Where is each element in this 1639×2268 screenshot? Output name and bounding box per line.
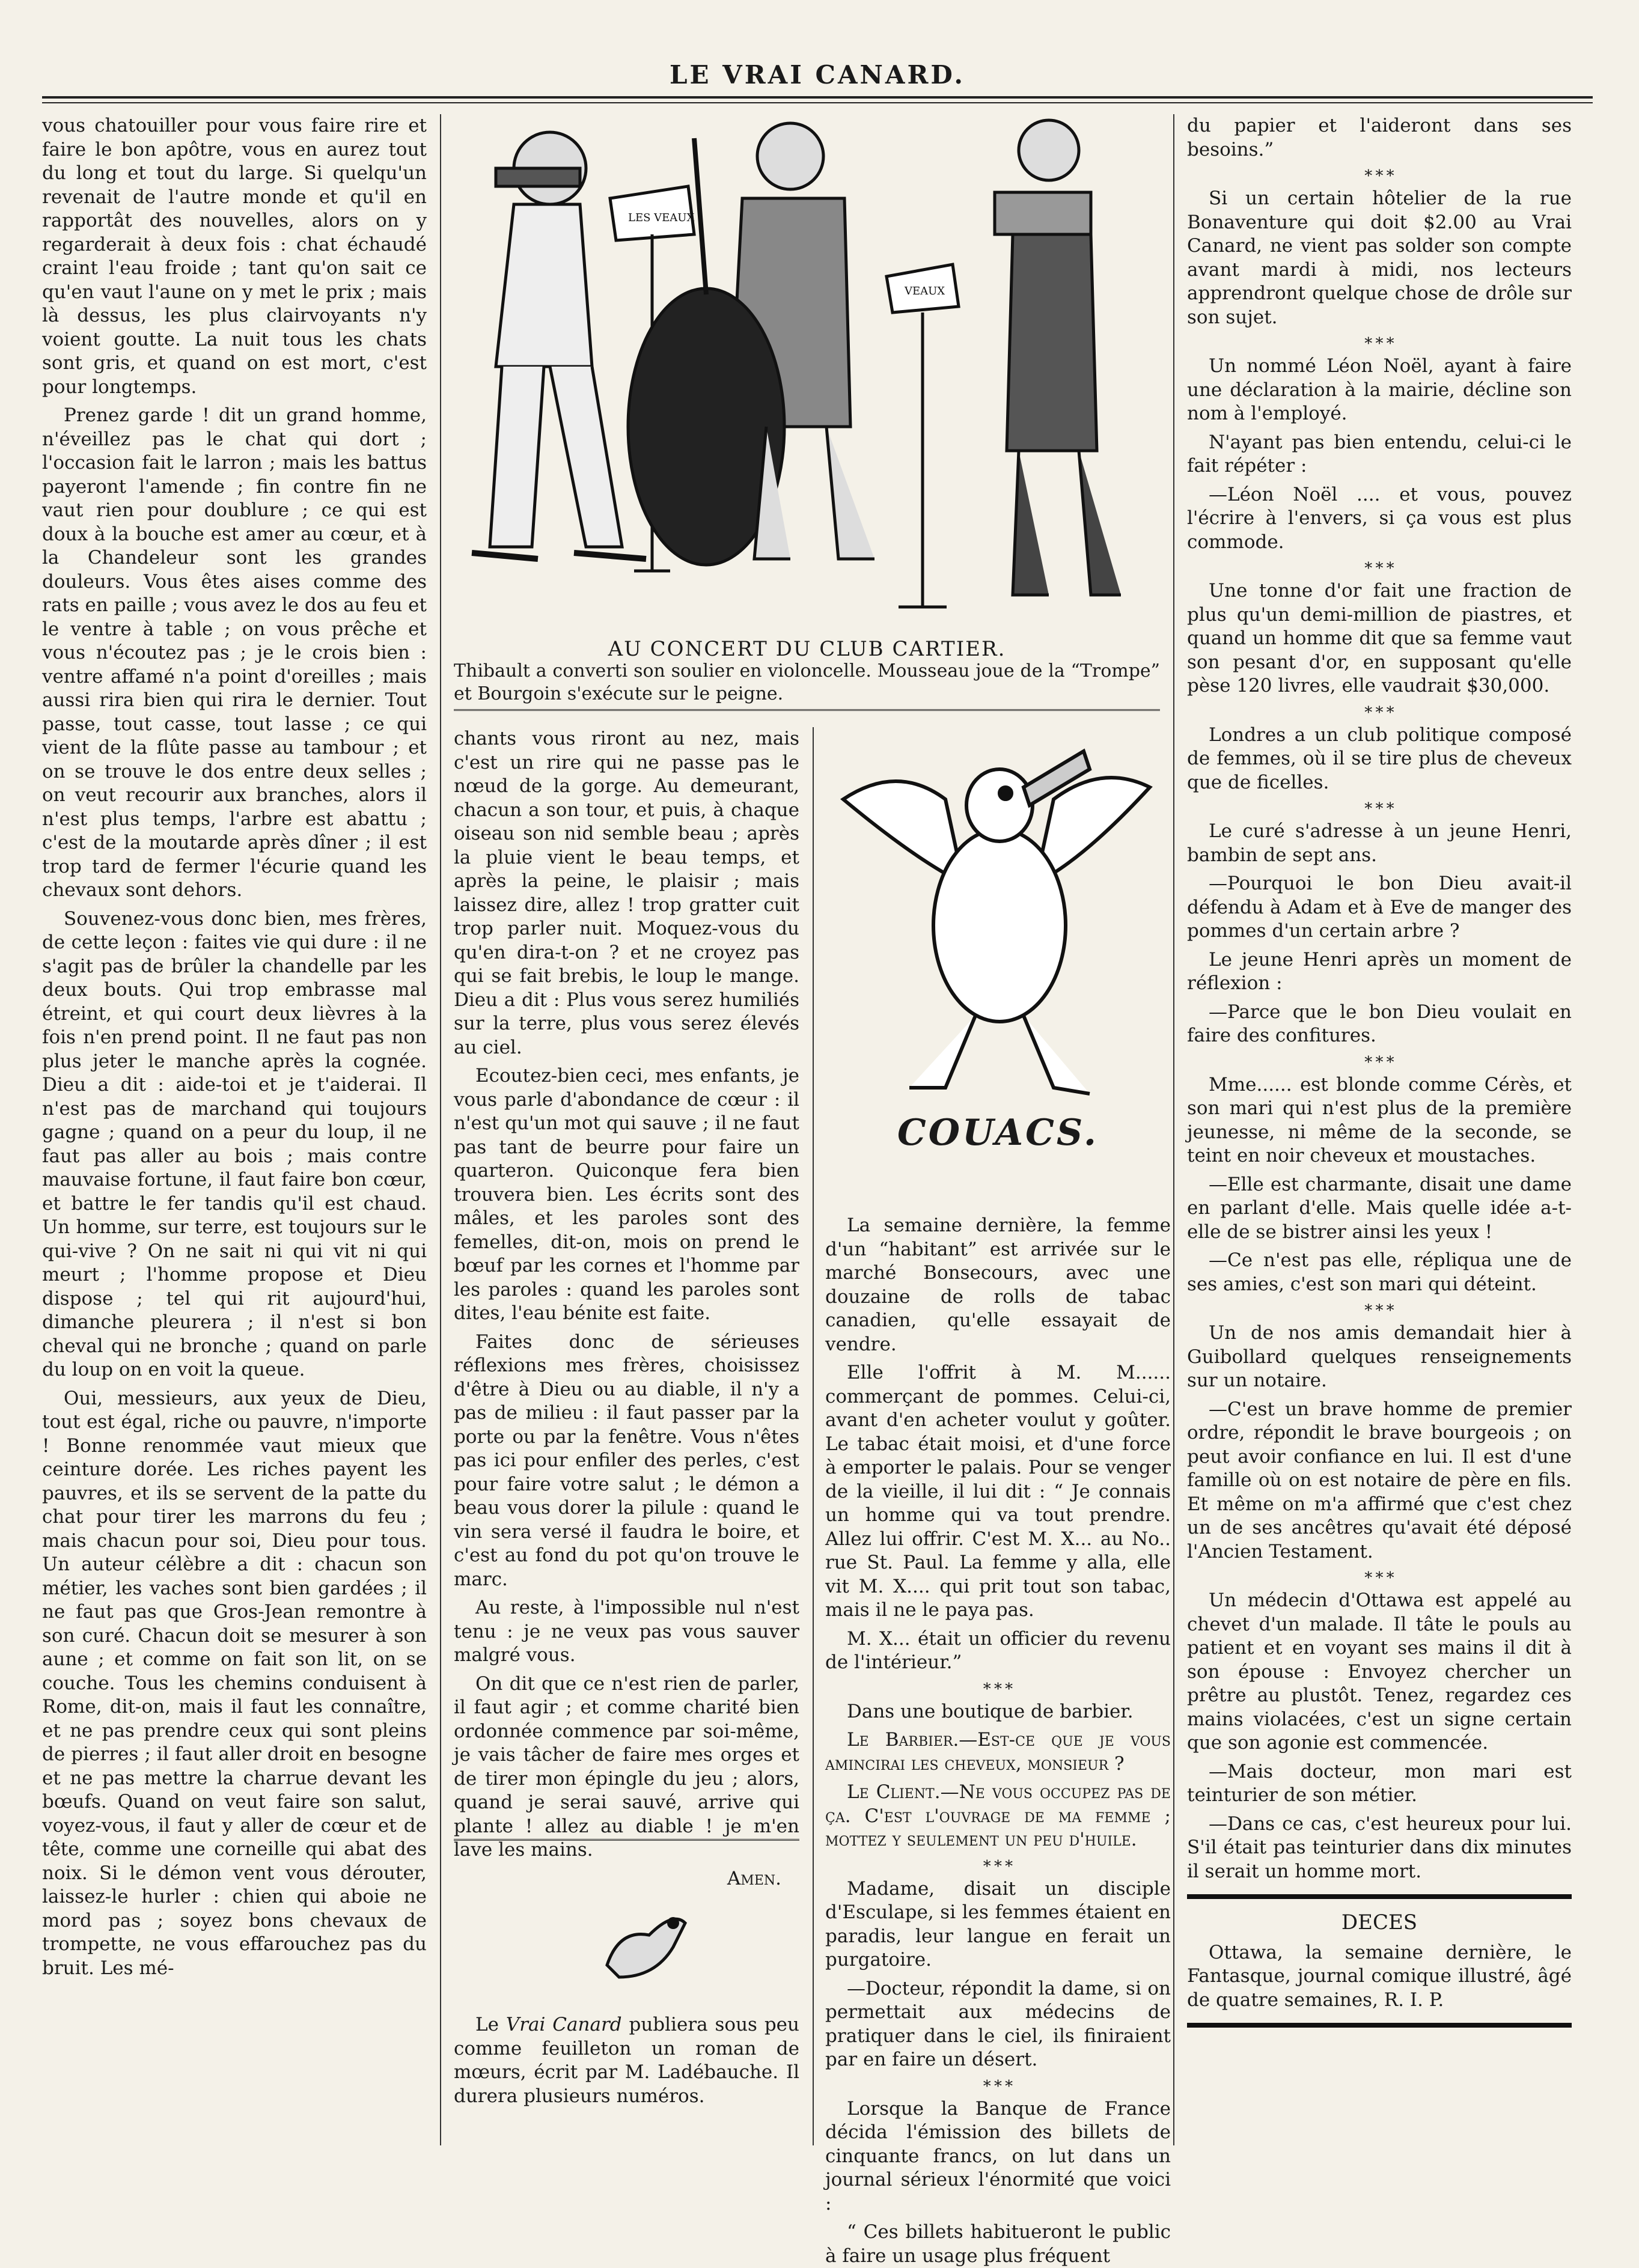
deces-rule [1187, 2023, 1572, 2028]
paragraph: Londres a un club politique composé de femmes, où il se tire plus de cheveux que de ficelles. [1187, 724, 1572, 793]
paragraph: Au reste, à l'impossible nul n'est tenu : je ne veux pas vous sauver malgré vous. [454, 1597, 799, 1666]
announcement [454, 2013, 799, 2145]
column-3 [825, 1214, 1171, 2267]
deces-text: Ottawa, la semaine dernière, le Fantasque, journal comique illustré, âgé de quatre semaines, R. I. P. [1187, 1941, 1572, 2011]
duck-logo-icon [583, 1875, 703, 1995]
separator-stars: * * * [1364, 1302, 1394, 1320]
sign-right: VEAUX [905, 285, 945, 297]
paragraph: vous chatouiller pour vous faire rire et faire le bon apôtre, vous en aurez tout du long et tout du large. Si quelqu'un revenait de l'autre monde et qu'il en rapportât des nouvelles, alors on y regarderait à deux fois : chat échaudé craint l'eau froide ; tant qu'on sait ce qu'en vaut l'aune on y met le prix ; mais là dessus, les plus clairvoyants n'y voient goutte. La nuit tous les chats sont gris, et quand on est mort, c'est pour longtemps. [42, 115, 427, 398]
separator-stars: * * * [983, 1680, 1013, 1698]
separator-stars: * * * [1364, 1053, 1394, 1072]
section-rule [454, 709, 1160, 711]
paragraph: Faites donc de sérieuses réflexions mes frères, choisissez d'être à Dieu ou au diable, il n'y a pas de milieu : il faut passer par la porte ou par la fenêtre. Vous n'êtes pas ici pour enfiler des perles, c'est pour faire votre salut ; le démon a beau vous dorer la pilule : quand le vin sera versé il faudra le boire, et c'est au fond du pot qu'on trouve le marc. [454, 1331, 799, 1590]
separator-stars: * * * [983, 2077, 1013, 2096]
masthead: LE VRAI CANARD. [670, 60, 965, 90]
paragraph: Madame, disait un disciple d'Esculape, si les femmes étaient en paradis, leur langue en ferait un purgatoire. [825, 1877, 1171, 1971]
paragraph: —C'est un brave homme de premier ordre, répondit le brave bourgeois ; on peut avoir confiance en lui. Il est d'une famille où on est notaire de père en fils. Et même on m'a affirmé que c'est chez un de ses ancêtres qu'avait été déposé l'Ancien Testament. [1187, 1398, 1572, 1562]
section-rule [454, 1839, 799, 1841]
paragraph: —Ce n'est pas elle, répliqua une de ses amies, c'est son mari qui déteint. [1187, 1249, 1572, 1295]
column-1 [42, 114, 427, 2145]
paragraph: —Léon Noël .... et vous, pouvez l'écrire à l'envers, si ça vous est plus commode. [1187, 483, 1572, 553]
paragraph: Une tonne d'or fait une fraction de plus qu'un demi-million de piastres, et quand un homme dit que sa femme vaut son pesant d'or, en supposant qu'elle pèse 120 livres, elle vaudrait $30,000. [1187, 580, 1572, 697]
separator-stars: * * * [983, 1857, 1013, 1876]
separator-stars: * * * [1364, 703, 1394, 722]
column-divider [813, 727, 814, 2145]
paragraph: —Dans ce cas, c'est heureux pour lui. S'il était pas teinturier dans dix minutes il serait un homme mort. [1187, 1812, 1572, 1882]
paragraph: Le jeune Henri après un moment de réflexion : [1187, 948, 1572, 994]
paragraph: Le Client.—Ne vous occupez pas de ça. C'est l'ouvrage de ma femme ; mottez y seulement un peu d'huile. [825, 1781, 1171, 1850]
paragraph: On dit que ce n'est rien de parler, il faut agir ; et comme charité bien ordonnée commence par soi-même, je vais tâcher de faire mes orges et de tirer mon épingle du jeu ; alors, quand je serai sauvé, arrive qui plante ! allez au diable ! je m'en lave les mains. [454, 1672, 799, 1861]
paragraph: Prenez garde ! dit un grand homme, n'éveillez pas le chat qui dort ; l'occasion fait le larron ; mais les battus payeront l'amende ; fin contre fin ne vaut rien pour doublure ; ce qui est doux à la bouche est amer au cœur, et à la Chandeleur sont les grandes douleurs. Vous êtes aises comme des rats en paille ; vous avez le dos au feu et le ventre à table ; on vous prêche et vous n'écoutez pas ; je le crois bien : ventre affamé n'a point d'oreilles ; mais aussi rira bien qui rira le dernier. Tout passe, tout casse, tout lasse ; ce qui vient de la flûte passe au tambour ; et on se trouve le dos entre deux selles ; on veut recourir aux branches, alors il n'est plus temps, l'arbre est abattu ; c'est de la moutarde après dîner ; il est trop tard de fermer l'écurie quand les chevaux sont dehors. [42, 404, 427, 901]
paragraph: —Pourquoi le bon Dieu avait-il défendu à Adam et à Eve de manger des pommes d'un certain arbre ? [1187, 873, 1572, 942]
separator-stars: * * * [1364, 800, 1394, 818]
column-2 [454, 727, 799, 1889]
paragraph: Un nommé Léon Noël, ayant à faire une déclaration à la mairie, décline son nom à l'employé. [1187, 355, 1572, 424]
deces-heading: DECES [1341, 1910, 1418, 1934]
cartoon-caption-text: Thibault a converti son soulier en violoncelle. Mousseau joue de la “Trompe” et Bourgoin s'exécute sur le peigne. [454, 660, 1160, 704]
deces-rule [1187, 1894, 1572, 1899]
cartoon-caption-title: AU CONCERT DU CLUB CARTIER. [608, 637, 1006, 661]
separator-stars: * * * [1364, 335, 1394, 353]
paper-name: Vrai Canard [505, 2014, 622, 2035]
paragraph: Elle l'offrit à M. M...... commerçant de pommes. Celui-ci, avant d'en acheter voulut y goûter. Le tabac était moisi, et d'une force à emporter le palais. Pour se venger de la vieille, il lui dit : “ Je connais un homme qui va tout prendre. Allez lui offrir. C'est M. X... au No.. rue St. Paul. La femme y alla, elle vit M. X.... qui prit tout son tabac, mais il ne le paya pas. [825, 1362, 1171, 1621]
paragraph: “ Ces billets habitueront le public à faire un usage plus fréquent [825, 2221, 1171, 2267]
paragraph: Un médecin d'Ottawa est appelé au chevet d'un malade. Il tâte le pouls au patient et en voyant ses mains il dit à son épouse : Envoyez chercher un prêtre au plustôt. Tenez, regardez ces mains violacées, c'est un signe certain que son agonie est commencée. [1187, 1590, 1572, 1754]
paragraph: M. X... était un officier du revenu de l'intérieur.” [825, 1627, 1171, 1673]
separator-stars: * * * [1364, 1569, 1394, 1587]
paragraph: —Elle est charmante, disait une dame en parlant d'elle. Mais quelle idée a-t-elle de se bistrer ainsi les yeux ! [1187, 1173, 1572, 1243]
announcement-text [454, 2013, 799, 2108]
cartoon-illustration [454, 114, 1160, 637]
separator-stars: * * * [1364, 167, 1394, 185]
paragraph: Mme...... est blonde comme Cérès, et son mari qui n'est plus de la première jeunesse, ni même de la seconde, se teint en noir cheveux et moustaches. [1187, 1073, 1572, 1166]
column-divider [440, 114, 441, 2145]
paragraph: Dans une boutique de barbier. [847, 1700, 1134, 1722]
newspaper-page [42, 24, 1593, 2267]
paragraph: chants vous riront au nez, mais c'est un rire qui ne passe pas le nœud de la gorge. Au demeurant, chacun a son tour, et puis, à chaque oiseau son nid semble beau ; après la pluie vient le beau temps, et après la peine, le plaisir ; mais laissez dire, allez ! trop gratter cuit trop parler nuit. Moquez-vous du qu'en dira-t-on ? et ne croyez pas qui se fait brebis, le loup le mange. Dieu a dit : Plus vous serez humiliés sur la terre, plus vous serez élevés au ciel. [454, 728, 799, 1058]
paragraph: du papier et l'aideront dans ses besoins.” [1187, 115, 1572, 160]
paragraph: Souvenez-vous donc bien, mes frères, de cette leçon : faites vie qui dure : il ne s'agit pas de brûler la chandelle par les deux bouts. Qui trop embrasse mal étreint, et qui court deux lièvres à la fois n'en prend point. Il ne faut pas non plus jeter le manche après la cognée. Dieu a dit : aide-toi et je t'aiderai. Il n'est pas de marchand qui toujours gagne ; quand on a peur du loup, il ne faut pas aller au bois ; mais contre mauvaise fortune, il faut faire bon cœur, et battre le fer tandis qu'il est chaud. Un homme, sur terre, est toujours sur le qui-vive ? On ne sait ni qui vit ni qui meurt ; l'homme propose et Dieu dispose ; tel qui rit aujourd'hui, dimanche pleurera ; il n'est si bon cheval qui ne bronche ; quand on parle du loup on en voit la queue. [42, 907, 427, 1380]
paragraph: La semaine dernière, la femme d'un “habitant” est arrivée sur le marché Bonsecours, avec une douzaine de rolls de tabac canadien, qu'elle essayait de vendre. [825, 1215, 1171, 1355]
column-divider [1173, 114, 1174, 2145]
separator-stars: * * * [1364, 559, 1394, 578]
paragraph: Le Barbier.—Est-ce que je vous amincirai les cheveux, monsieur ? [825, 1729, 1171, 1775]
paragraph: Oui, messieurs, aux yeux de Dieu, tout est égal, riche ou pauvre, n'importe ! Bonne renommée vaut mieux que ceinture dorée. Les riches payent les pauvres, et ils se servent de la patte du chat pour tirer les marrons du feu ; mais chacun pour soi, Dieu pour tous. Un auteur célèbre a dit : chacun son métier, les vaches sont bien gardées ; il ne faut pas que Gros-Jean remontre à son curé. Chacun doit se mesurer à son aune ; et comme on fait son lit, on se couche. Tous les chemins conduisent à Rome, dit-on, mais il faut les connaître, et ne pas prendre ceux qui sont pleins de pierres ; il faut aller droit en besogne et ne pas mettre la charrue devant les bœufs. Quand on veut faire son salut, voyez-vous, il faut y aller de cœur et de tête, comme une corneille qui abat des noix. Si le démon vent vous dérouter, laissez-le hurler : chien qui aboie ne mord pas ; soyez bons chevaux de trompette, ne vous effarouchez pas du bruit. Les mé- [42, 1387, 427, 1979]
announcement-prefix: Le [475, 2014, 506, 2035]
couacs-heading: COUACS. [897, 1112, 1099, 1154]
duck-illustration [825, 727, 1171, 1112]
paragraph: Ecoutez-bien ceci, mes enfants, je vous parle d'abondance de cœur : il n'est qu'un mot qui sauve ; il ne faut pas tant de beurre pour faire un quarteron. Quiconque fera bien trouvera bien. Les écrits sont des mâles, et les paroles sont des femelles, dit-on, mois on prend le bœuf par les cornes et l'homme par les paroles : quand les paroles sont dites, l'eau bénite est faite. [454, 1065, 799, 1324]
paragraph: —Parce que le bon Dieu voulait en faire des confitures. [1187, 1001, 1572, 1046]
announcement-body: publiera sous peu comme feuilleton un roman de mœurs, écrit par M. Ladébauche. Il durera plusieurs numéros. [454, 2014, 799, 2107]
paragraph: —Mais docteur, mon mari est teinturier de son métier. [1187, 1760, 1572, 1806]
paragraph: Si un certain hôtelier de la rue Bonaventure qui doit $2.00 au Vrai Canard, ne vient pas solder son compte avant mardi à midi, nos lecteurs apprendront quelque chose de drôle sur son sujet. [1187, 187, 1572, 328]
column-4 [1187, 114, 1572, 2145]
masthead-rule [42, 96, 1593, 99]
masthead-rule-thin [42, 102, 1593, 103]
sign-left: LES VEAUX [628, 212, 695, 224]
paragraph: Lorsque la Banque de France décida l'émission des billets de cinquante francs, on lut dans un journal sérieux l'énormité que voici : [825, 2097, 1171, 2215]
paragraph: Le curé s'adresse à un jeune Henri, bambin de sept ans. [1187, 820, 1572, 866]
concert-cartoon-svg [454, 114, 1160, 637]
amen-signature: Amen. [727, 1867, 781, 1889]
paragraph: Un de nos amis demandait hier à Guibollard quelques renseignements sur un notaire. [1187, 1322, 1572, 1391]
paragraph: —Docteur, répondit la dame, si on permettait aux médecins de pratiquer dans le ciel, ils finiraient par en faire un désert. [825, 1977, 1171, 2070]
paragraph: N'ayant pas bien entendu, celui-ci le fait répéter : [1187, 431, 1572, 477]
